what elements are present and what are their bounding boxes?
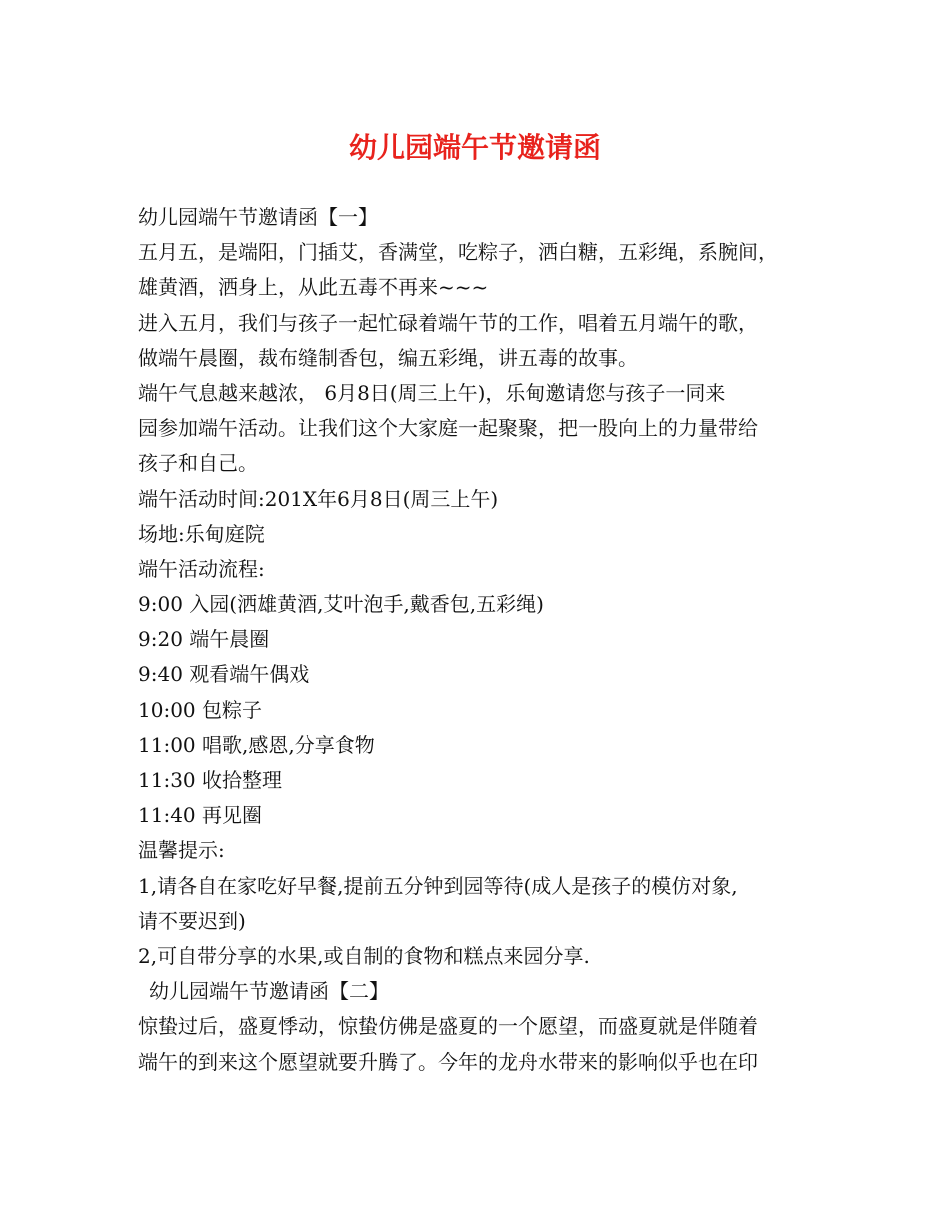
paragraph-line: 孩子和自己。 <box>138 451 258 476</box>
schedule-item: 10:00 包粽子 <box>138 697 262 722</box>
document-title: 幼儿园端午节邀请函 <box>348 131 601 164</box>
paragraph-line: 园参加端午活动。让我们这个大家庭一起聚聚，把一股向上的力量带给 <box>138 416 758 441</box>
paragraph-line: 雄黄酒，洒身上，从此五毒不再来~~~ <box>138 275 489 300</box>
tip-item: 请不要迟到) <box>138 908 246 933</box>
schedule-item: 11:30 收拾整理 <box>138 768 282 792</box>
paragraph-line: 惊蛰过后，盛夏悸动，惊蛰仿佛是盛夏的一个愿望，而盛夏就是伴随着 <box>138 1014 758 1039</box>
paragraph-line: 五月五，是端阳，门插艾，香满堂，吃粽子，洒白糖，五彩绳，系腕间， <box>138 240 778 265</box>
tips-heading: 温馨提示: <box>138 838 225 863</box>
paragraph-line: 做端午晨圈，裁布缝制香包，编五彩绳，讲五毒的故事。 <box>138 345 638 370</box>
section-heading-1: 幼儿园端午节邀请函【一】 <box>138 205 378 229</box>
event-time: 端午活动时间:201X年6月8日(周三上午) <box>138 486 499 511</box>
schedule-item: 9:20 端午晨圈 <box>138 627 270 652</box>
tip-item: 1,请各自在家吃好早餐,提前五分钟到园等待(成人是孩子的模仿对象, <box>138 873 738 898</box>
schedule-item: 11:00 唱歌,感恩,分享食物 <box>138 732 375 757</box>
paragraph-line: 端午的到来这个愿望就要升腾了。今年的龙舟水带来的影响似乎也在印 <box>138 1049 758 1074</box>
document-body <box>138 200 828 1080</box>
schedule-heading: 端午活动流程: <box>138 556 265 581</box>
event-venue: 场地:乐甸庭院 <box>138 521 265 546</box>
paragraph-line: 进入五月，我们与孩子一起忙碌着端午节的工作，唱着五月端午的歌， <box>138 310 758 335</box>
paragraph-line: 端午气息越来越浓， 6月8日(周三上午)，乐甸邀请您与孩子一同来 <box>138 380 726 405</box>
schedule-item: 9:40 观看端午偶戏 <box>138 662 310 687</box>
schedule-item: 11:40 再见圈 <box>138 803 262 828</box>
section-heading-2: 幼儿园端午节邀请函【二】 <box>149 979 389 1004</box>
schedule-item: 9:00 入园(洒雄黄酒,艾叶泡手,戴香包,五彩绳) <box>138 592 544 617</box>
tip-item: 2,可自带分享的水果,或自制的食物和糕点来园分享. <box>138 943 590 968</box>
